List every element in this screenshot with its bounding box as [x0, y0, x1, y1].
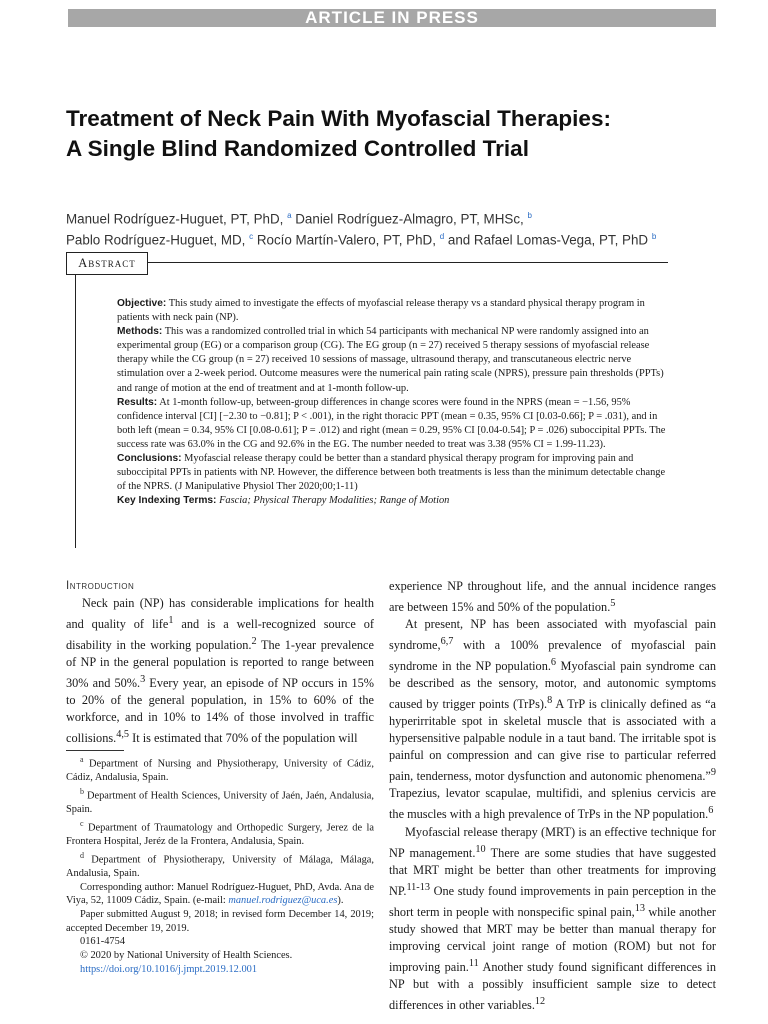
abstract-conclusions	[117, 452, 669, 494]
results-text: At 1-month follow-up, between-group differences in change scores were found in the NPRS (mean = −1.56, 95% confidence interval [CI] [−2.30 to −0.81]; P < .001), in the right thoracic PPT (mean = 0.35, 95% CI [0.03-0.66]; P = .031), and in both left (mean = 0.34, 95% CI [0.08-0.61]; P = .012) and right (mean = 0.29, 95% CI [0.04-0.54]; P = .026) suboccipital PPTs. The success rate was 63.0% in the CG and 92.6% in the EG. The number needed to treat was 3.38 (95% CI = 1.99-11.23).	[117, 396, 666, 450]
citation-ref[interactable]: 11-13	[406, 881, 430, 893]
citation-ref[interactable]: 13	[634, 902, 645, 914]
keywords-text: Fascia; Physical Therapy Modalities; Range of Motion	[219, 495, 450, 507]
abstract-methods	[117, 325, 669, 395]
submission-dates: Paper submitted August 9, 2018; in revised form December 14, 2019; accepted December 19, 2019.	[66, 908, 374, 934]
intro-paragraph-2: At present, NP has been associated with myofascial pain syndrome,$^{6,7}$ with a 100% prevalence of myofascial pain syndrome in the NP population.$^6$ Myofascial pain syndrome can be described as the sensory, motor, and autonomic symptoms caused by trigger points (TrPs).$^8$ A TrP is clinically defined as “a hyperirritable spot in skeletal muscle that is associated with a hypersensitive palpable nodule in a taut band. The irritable spot is painful on compression and can give rise to particular referred pain, tenderness, motor dysfunction and autonomic phenomena.”$^9$ Trapezius, levator scapulae, multifidi, and splenius cervicis are the muscles with a high prevalence of TrPs in the NP population.$^6$	[389, 617, 716, 822]
author-name: Daniel Rodríguez-Almagro, PT, MHSc,	[295, 211, 524, 227]
citation-ref[interactable]: 6	[550, 657, 557, 669]
conclusions-label: Conclusions:	[117, 453, 182, 465]
citation-ref[interactable]: 5	[610, 598, 616, 609]
affiliation-ref[interactable]: d	[439, 232, 445, 242]
footnote-c	[66, 817, 374, 849]
abstract-rule	[148, 262, 668, 263]
issn: 0161-4754	[80, 936, 126, 948]
copyright: © 2020 by National University of Health Sciences.	[80, 950, 293, 962]
abstract-body	[117, 297, 669, 508]
methods-label: Methods:	[117, 326, 163, 338]
article-title: Treatment of Neck Pain With Myofascial Therapies: A Single Blind Randomized Controlled Trial	[66, 106, 611, 161]
abstract-results	[117, 396, 669, 452]
citation-ref[interactable]: 3	[140, 674, 146, 686]
footnote-d-text: Department of Physiotherapy, University of Málaga, Málaga, Andalusia, Spain.	[66, 854, 374, 879]
abstract-label: Abstract	[66, 252, 148, 275]
footnote-a	[66, 753, 374, 785]
abstract-keywords	[117, 494, 669, 508]
citation-ref[interactable]: 10	[475, 843, 486, 855]
footnote-b	[66, 785, 374, 817]
article-in-press-banner: ARTICLE IN PRESS	[68, 9, 716, 27]
author-name: Manuel Rodríguez-Huguet, PT, PhD,	[66, 211, 284, 227]
introduction-heading: Introduction	[66, 580, 135, 592]
affiliation-ref[interactable]: a	[287, 211, 292, 220]
email-suffix: ).	[337, 895, 344, 907]
author-name: Pablo Rodríguez-Huguet, MD,	[66, 232, 246, 248]
footnotes	[66, 753, 374, 976]
methods-text: This was a randomized controlled trial in which 54 participants with mechanical NP were randomly assigned into an experimental group (EG) or a comparison group (CG). The EG group (n = 27) received 5 therapy sessions of myofascial release therapy while the CG group (n = 27) received 10 sessions of massage, ultrasound therapy, and transcutaneous electric nerve stimulation over a 2-week period. Outcome measures were the numerical pain rating scale (NPRS), pressure pain thresholds (PPTs) and range of motion at the end of treatment and at 1-month follow-up.	[117, 326, 664, 394]
citation-ref[interactable]: 2	[251, 636, 257, 648]
affiliation-ref[interactable]: b	[651, 232, 657, 242]
citation-ref[interactable]: 6,7	[440, 636, 454, 648]
email-prefix: (e-mail:	[192, 895, 229, 907]
affiliation-ref[interactable]: c	[249, 232, 254, 242]
abstract-objective	[117, 297, 669, 325]
doi-link[interactable]: https://doi.org/10.1016/j.jmpt.2019.12.001	[80, 963, 258, 975]
author-list	[66, 207, 716, 250]
citation-ref[interactable]: 4,5	[116, 729, 130, 741]
author-name: and Rafael Lomas-Vega, PT, PhD	[447, 232, 649, 248]
email-link[interactable]: manuel.rodriguez@uca.es	[228, 895, 338, 907]
footnote-b-text: Department of Health Sciences, University of Jaén, Jaén, Andalusia, Spain.	[66, 790, 374, 816]
abstract-side-rule	[75, 274, 76, 548]
keywords-label: Key Indexing Terms:	[117, 495, 217, 507]
right-column	[389, 578, 716, 1014]
citation-ref[interactable]: 12	[534, 995, 546, 1007]
corresponding-author-text: Corresponding author: Manuel Rodríguez-Huguet, PhD, Avda. Ana de Viya, 52, 11009 Cádiz, Spain.	[66, 881, 374, 907]
objective-text: This study aimed to investigate the effects of myofascial release therapy vs a standard physical therapy program in patients with neck pain (NP).	[117, 298, 645, 324]
citation-ref[interactable]: 1	[168, 615, 174, 626]
corresponding-author	[66, 881, 374, 908]
footnote-a-key: a	[80, 755, 84, 764]
footnote-d-key: d	[80, 850, 84, 860]
results-label: Results:	[117, 396, 158, 408]
doi-paragraph	[66, 963, 374, 977]
footnote-c-text: Department of Traumatology and Orthopedic Surgery, Jerez de la Frontera Hospital, Jeréz de la Frontera, Andalusia, Spain.	[66, 822, 374, 847]
objective-label: Objective:	[117, 298, 167, 309]
intro-paragraph-1: Neck pain (NP) has considerable implications for health and quality of life$^1$ and is a well-recognized source of disability in the working population.$^2$ The 1-year prevalence of NP in the general population is reported to range between 30% and 50%.$^3$ Every year, an episode of NP occurs in 15% to 20% of the general population, in 15% to 60% of the workforce, and in 10% to 14% of those involved in traffic collisions.$^{4,5}$ It is estimated that 70% of the population will	[66, 596, 374, 746]
footnote-rule	[66, 750, 124, 751]
left-column	[66, 578, 374, 747]
citation-ref[interactable]: 8	[547, 695, 553, 707]
citation-ref[interactable]: 9	[710, 767, 716, 779]
footnote-c-key: c	[80, 818, 84, 828]
citation-ref[interactable]: 11	[468, 957, 479, 969]
footnote-d	[66, 849, 374, 881]
footnote-a-text: Department of Nursing and Physiotherapy, University of Cádiz, Cádiz, Andalusia, Spain.	[66, 758, 374, 784]
conclusions-text: Myofascial release therapy could be better than a standard physical therapy program for improving pain and suboccipital PPTs in patients with NP. However, the difference between both treatments is less than the minimum detectable change of the NPRS. (J Manipulative Physiol Ther 2020;00;1-11)	[117, 453, 666, 493]
intro-paragraph-3: Myofascial release therapy (MRT) is an effective technique for NP management.$^{10}$ There are some studies that have suggested that MRT might be better than other treatments for improving NP.$^{11-13}$ One study found improvements in pain perception in the short term in people with nonspecific spinal pain,$^{13}$ while another study showed that MRT may be better than manual therapy for improving cervical joint range of motion (ROM) but not for improving pain.$^{11}$ Another study found significant differences in NP but with a possibly insufficient sample size to detect differences in other variables.$^{12}$	[389, 824, 717, 1013]
intro-paragraph-continued: experience NP throughout life, and the annual incidence ranges are between 15% and 50% of the population.$^5$	[389, 579, 716, 615]
affiliation-ref[interactable]: b	[527, 211, 532, 220]
citation-ref[interactable]: 6	[708, 805, 714, 817]
footnote-b-key: b	[80, 786, 84, 796]
author-name: Rocío Martín-Valero, PT, PhD,	[256, 232, 436, 248]
